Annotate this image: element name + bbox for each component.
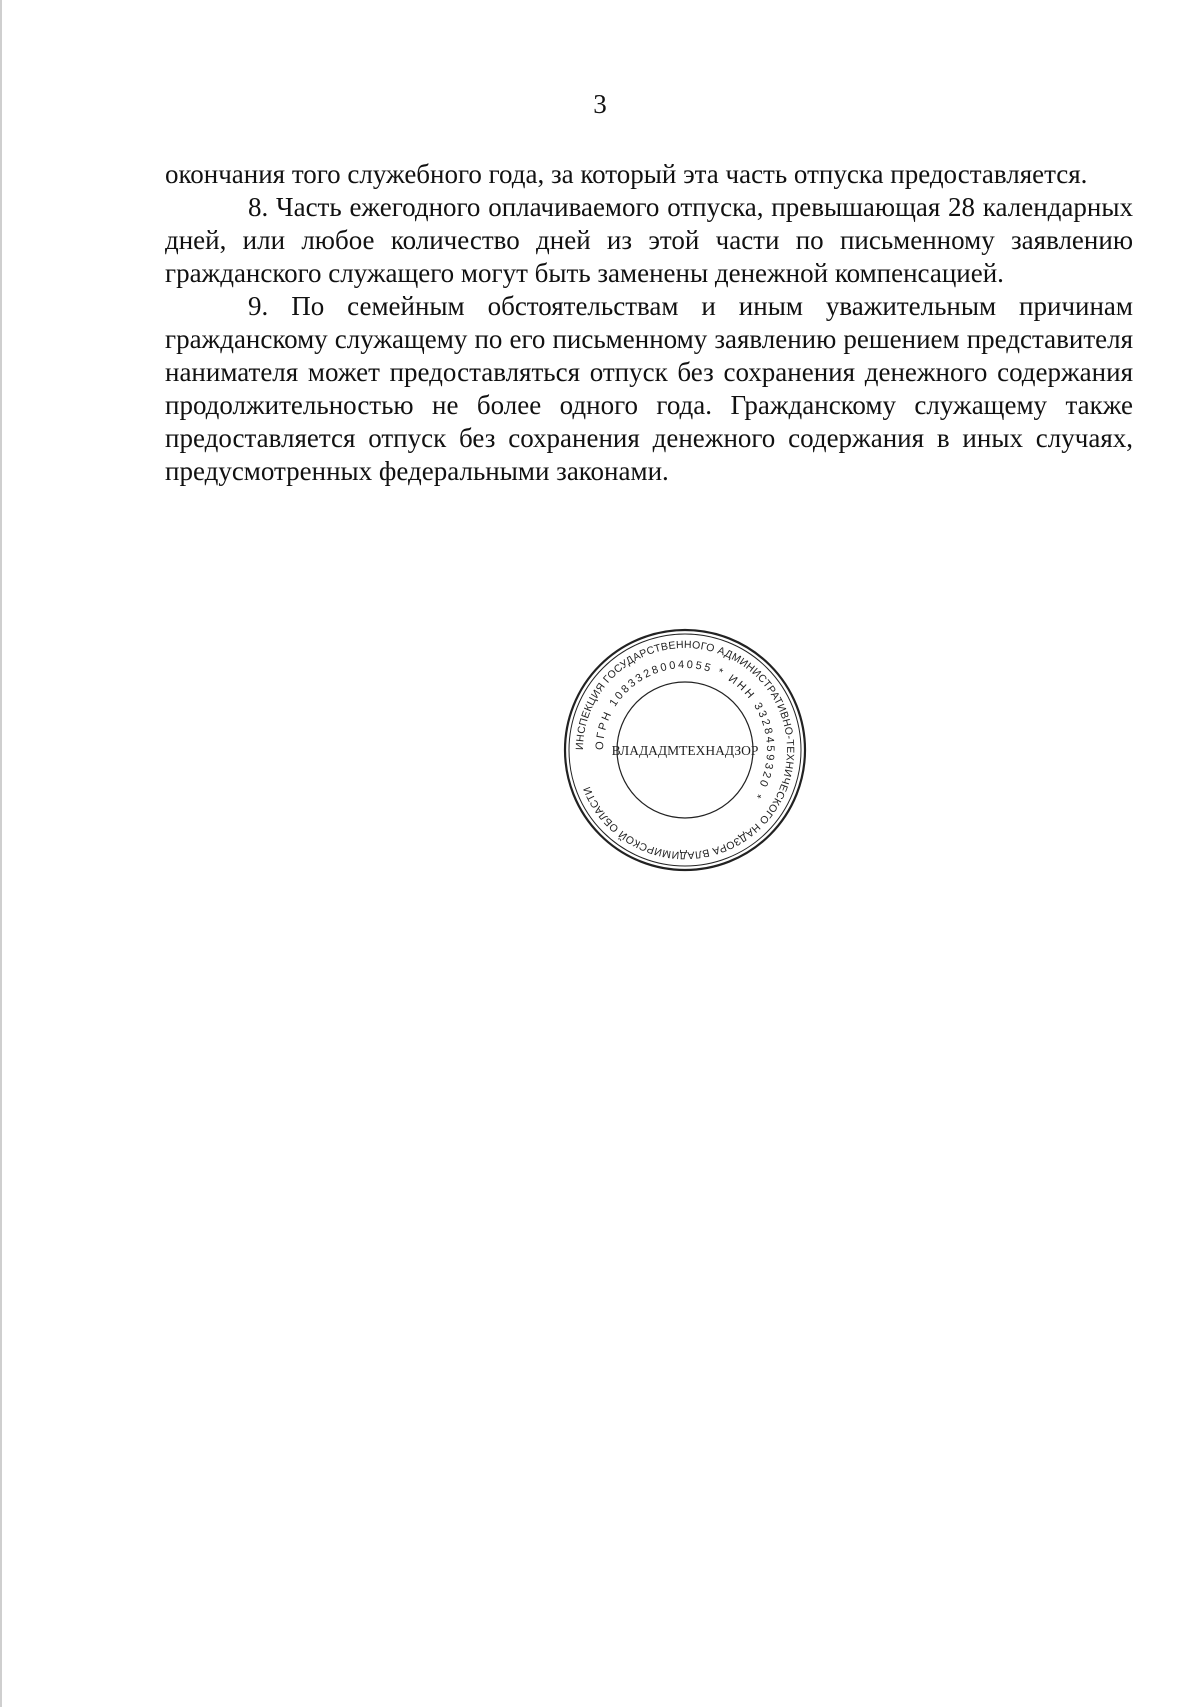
official-stamp (560, 625, 810, 875)
paragraph-continuation: окончания того служебного года, за который эта часть отпуска предоставляется. (165, 159, 1088, 189)
stamp-inner-text (594, 659, 776, 802)
paragraph-item-9: 9. По семейным обстоятельствам и иным уважительным причинам гражданскому служащему по его письменному заявлению решением представителя нанимателя может предоставляться отпуск без сохранения денежного содержания продолжительностью не более одного года. Гражданскому служащему также предоставляется отпуск без сохранения денежного содержания в иных случаях, предусмотренных федеральными законами. (165, 291, 1133, 486)
page-number: 3 (593, 89, 607, 119)
stamp-seal-graphic (560, 625, 810, 875)
page-edge (0, 0, 2, 1707)
document-body (165, 158, 1133, 488)
stamp-center-text: ВЛАДАДМТЕХНАДЗОР (611, 743, 759, 758)
stamp-outer-textpath: ИНСПЕКЦИЯ ГОСУДАРСТВЕННОГО АДМИНИСТРАТИВНО-ТЕХНИЧЕСКОГО НАДЗОРА ВЛАДИМИРСКОЙ ОБЛАСТИ (573, 638, 797, 862)
stamp-inner-textpath: ОГРН 1083328004055 * ИНН 3328459320 * (593, 658, 777, 803)
paragraph-item-8: 8. Часть ежегодного оплачиваемого отпуска, превышающая 28 календарных дней, или любое количество дней из этой части по письменному заявлению гражданского служащего могут быть заменены денежной компенсацией. (165, 192, 1133, 288)
